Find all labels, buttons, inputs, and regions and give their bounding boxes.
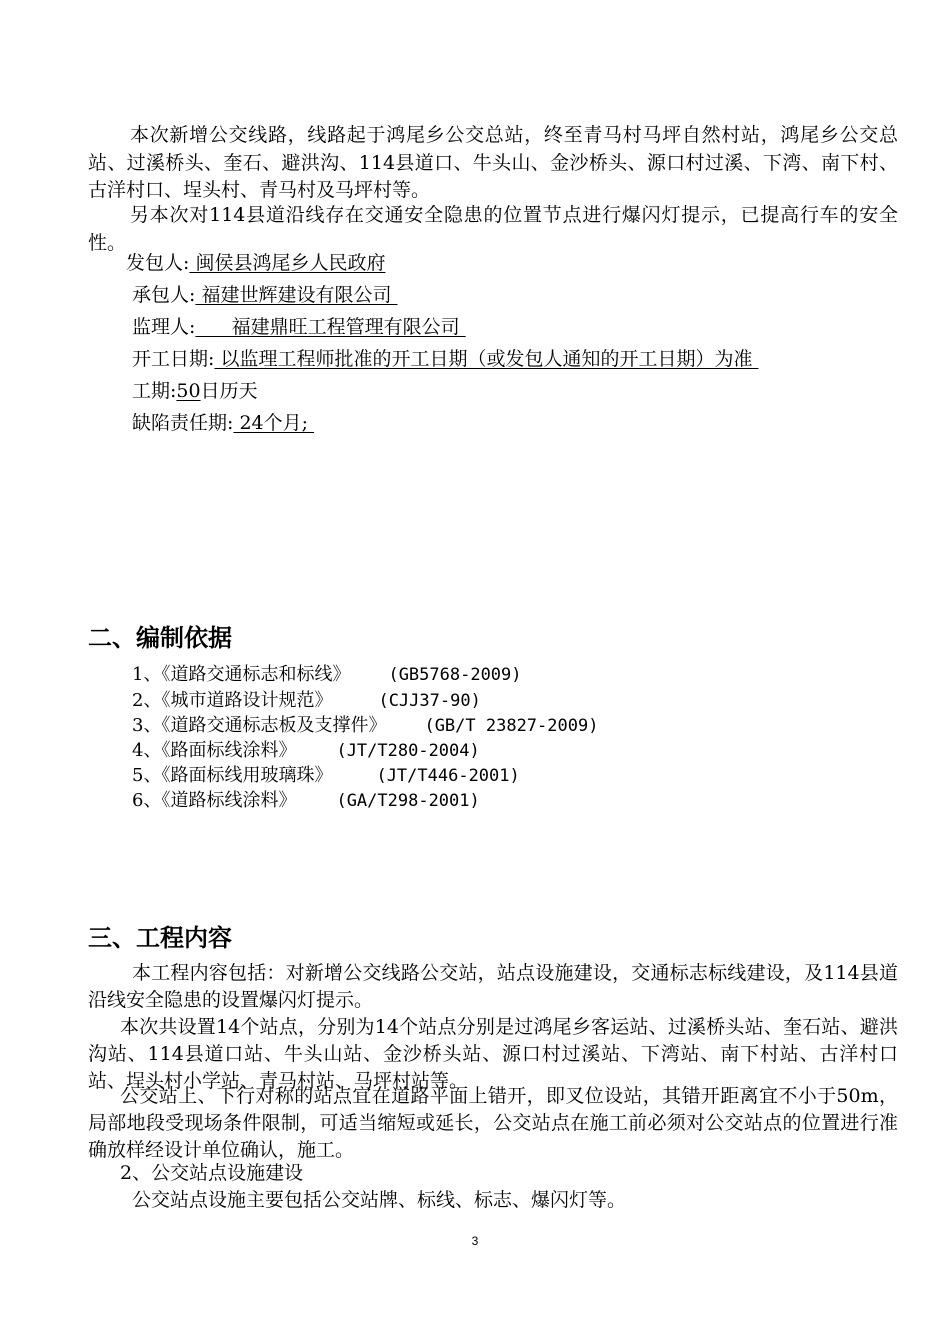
duration-label: 工期: [132,380,177,402]
supervisor-label: 监理人: [132,316,196,338]
reference-code: (GB/T 23827-2009) [424,716,599,736]
reference-num: 2、 [132,690,162,711]
section-3-paragraph-1: 本工程内容包括：对新增公交线路公交站，站点设施建设，交通标志标线建设，及114县道沿线安全隐患的设置爆闪灯提示。 [88,962,898,1011]
reference-item [132,663,522,687]
reference-code: (JT/T280-2004) [336,741,480,761]
reference-num: 4、 [132,740,162,761]
reference-title: 《道路交通标志板及支撑件》 [161,715,387,736]
reference-item [132,764,520,788]
defect-period-field [132,410,314,436]
section-3-paragraph-3: 公交站上、下行对称的站点宜在道路平面上错开，即叉位设站，其错开距离宜不小于50m，局部地段受现场条件限制，可适当缩短或延长，公交站点在施工前必须对公交站点的位置进行准确放样经设计单位确认，施工。 [88,1085,898,1161]
page-number: 3 [471,1234,479,1248]
section-3-paragraph-2: 本次共设置14个站点，分别为14个站点分别是过鸿尾乡客运站、过溪桥头站、奎石站、避洪沟站、114县道口站、牛头山站、金沙桥头站、源口村过溪站、下湾站、南下村站、古洋村口站、埕头村小学站、青马村站、马坪村站等。 [88,1016,898,1092]
start-date-field [132,346,759,372]
reference-num: 5、 [132,765,162,786]
employer-value: 闽侯县鸿尾乡人民政府 [189,252,386,274]
reference-title: 《路面标线用玻璃珠》 [161,765,333,786]
intro-paragraph-1: 本次新增公交线路，线路起于鸿尾乡公交总站，终至青马村马坪自然村站，鸿尾乡公交总站、过溪桥头、奎石、避洪沟、114县道口、牛头山、金沙桥头、源口村过溪、下湾、南下村、古洋村口、埕头村、青马村及马坪村等。 [88,124,898,201]
intro-paragraph-2: 另本次对114县道沿线存在交通安全隐患的位置节点进行爆闪灯提示，已提高行车的安全性。 [88,204,898,254]
duration-field [132,378,258,404]
reference-item [132,689,481,713]
defect-period-label: 缺陷责任期: [132,412,234,434]
section-3-subheading: 2、公交站点设施建设 [120,1162,304,1184]
employer-field [126,250,385,276]
reference-item [132,714,598,738]
duration-suffix: 日历天 [200,380,258,402]
reference-code: (CJJ37-90) [378,691,481,711]
contractor-value: 福建世辉建设有限公司 [195,284,398,306]
start-date-value: 以监理工程师批准的开工日期（或发包人通知的开工日期）为准 [214,348,759,370]
supervisor-value: 福建鼎旺工程管理有限公司 [195,316,466,338]
reference-title: 《路面标线涂料》 [161,740,297,761]
duration-value: 50 [176,380,201,402]
reference-num: 3、 [132,715,162,736]
reference-code: (GB5768-2009) [388,665,522,685]
reference-item [132,789,480,813]
reference-title: 《道路标线涂料》 [161,790,297,811]
employer-label: 发包人: [126,252,190,274]
contractor-label: 承包人: [132,284,196,306]
reference-title: 《城市道路设计规范》 [161,690,333,711]
reference-title: 《道路交通标志和标线》 [161,664,351,685]
section-2-heading: 二、编制依据 [88,624,232,652]
reference-num: 1、 [132,664,162,685]
reference-item [132,739,480,763]
reference-code: (JT/T446-2001) [376,766,520,786]
defect-period-value: 24个月; [233,412,315,434]
section-3-paragraph-5: 公交站点设施主要包括公交站牌、标线、标志、爆闪灯等。 [132,1189,627,1211]
start-date-label: 开工日期: [132,348,215,370]
section-3-heading: 三、工程内容 [88,924,232,952]
contractor-field [132,282,398,308]
reference-num: 6、 [132,790,162,811]
supervisor-field [132,314,466,340]
reference-code: (GA/T298-2001) [336,791,480,811]
